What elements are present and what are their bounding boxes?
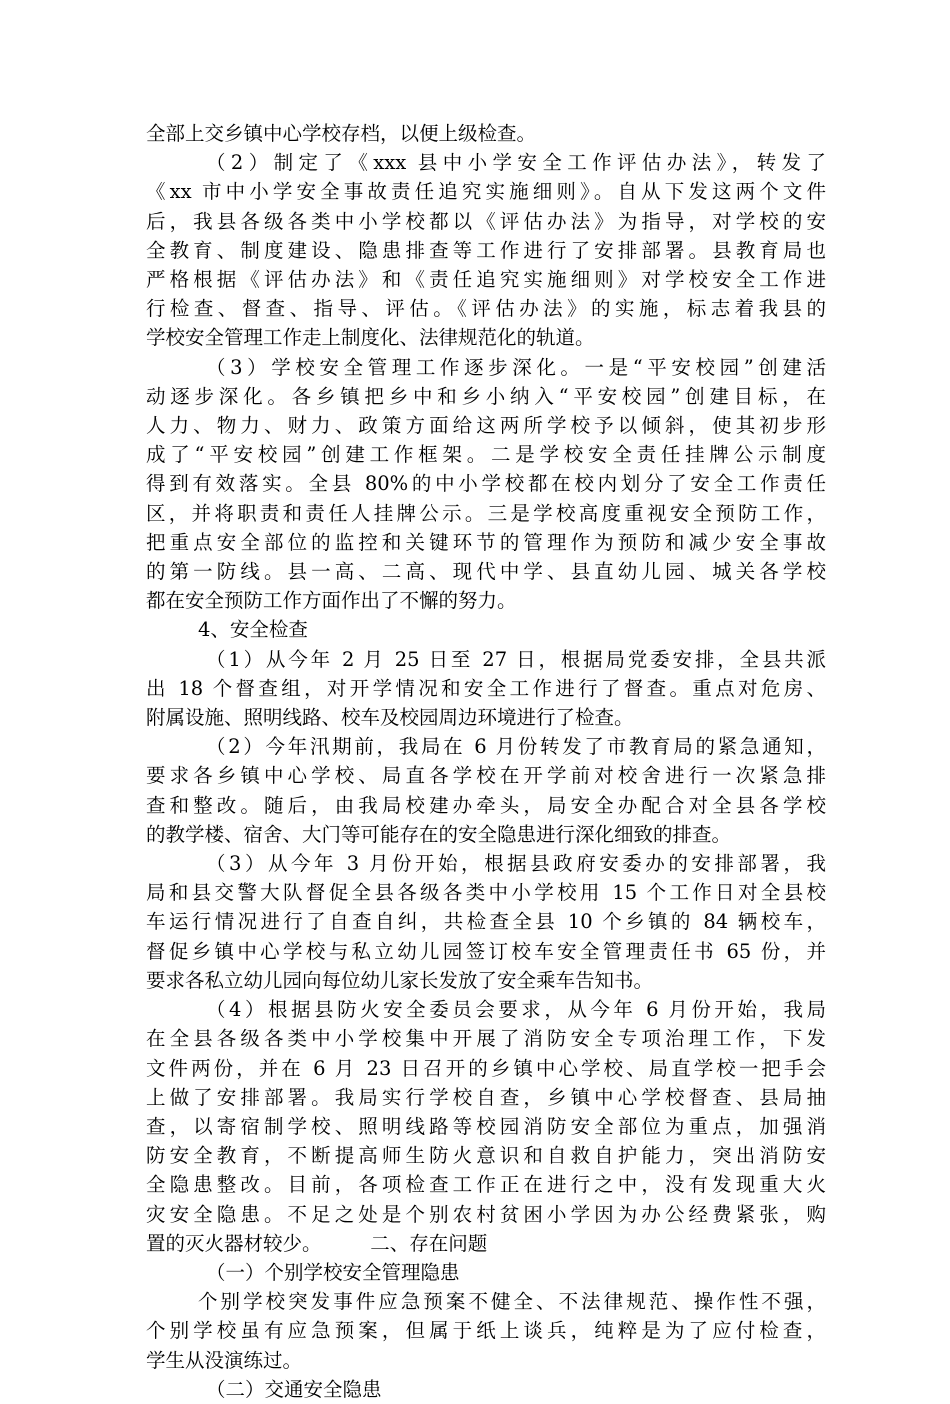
paragraph-p2 <box>146 148 826 352</box>
text-line: 把重点安全部位的监控和关键环节的管理作为预防和减少安全事故 <box>146 530 826 554</box>
text-line: 后，我县各级各类中小学校都以《评估办法》为指导，对学校的安 <box>146 209 826 233</box>
text-line: 都在安全预防工作方面作出了不懈的努力。 <box>146 589 517 613</box>
paragraph-p6 <box>146 732 826 849</box>
text-line: 附属设施、照明线路、校车及校园周边环境进行了检查。 <box>146 706 634 730</box>
text-line: （4）根据县防火安全委员会要求，从今年 6 月份开始，我局 <box>206 998 826 1022</box>
subheading-school-safety-hazards <box>146 1258 826 1287</box>
paragraph-p5 <box>146 645 826 733</box>
text-line: 要求各乡镇中心学校、局直各学校在开学前对校舍进行一次紧急排 <box>146 764 826 788</box>
text-line: 上做了安排部署。我局实行学校自查，乡镇中心学校督查、县局抽 <box>146 1085 826 1109</box>
text-line: 行检查、督查、指导、评估。《评估办法》的实施，标志着我县的 <box>146 297 826 321</box>
text-line: 查，以寄宿制学校、照明线路等校园消防安全部位为重点，加强消 <box>146 1114 826 1138</box>
text-line: （2）今年汛期前，我局在 6 月份转发了市教育局的紧急通知， <box>206 735 826 759</box>
text-line: 人力、物力、财力、政策方面给这两所学校予以倾斜，使其初步形 <box>146 414 826 438</box>
text-line: 全教育、制度建设、隐患排查等工作进行了安排部署。县教育局也 <box>146 238 826 262</box>
text-line: 防安全教育，不断提高师生防火意识和自救自护能力，突出消防安 <box>146 1144 826 1168</box>
subheading-traffic-safety-hazards <box>146 1375 826 1404</box>
text-line: 要求各私立幼儿园向每位幼儿家长发放了安全乘车告知书。 <box>146 968 654 992</box>
text-line: （一）个别学校安全管理隐患 <box>206 1260 460 1284</box>
text-line: 个别学校突发事件应急预案不健全、不法律规范、操作性不强， <box>198 1290 826 1314</box>
text-line: 得到有效落实。全县 80%的中小学校都在校内划分了安全工作责任 <box>146 472 826 496</box>
text-line: 灾安全隐患。不足之处是个别农村贫困小学因为办公经费紧张，购 <box>146 1202 826 1226</box>
document-page <box>146 119 826 1404</box>
text-line: 查和整改。随后，由我局校建办牵头，局安全办配合对全县各学校 <box>146 793 826 817</box>
text-line: （2）制定了《xxx 县中小学安全工作评估办法》，转发了 <box>206 151 826 175</box>
text-line: 全隐患整改。目前，各项检查工作正在进行之中，没有发现重大火 <box>146 1173 826 1197</box>
text-line: 的第一防线。县一高、二高、现代中学、县直幼儿园、城关各学校 <box>146 560 826 584</box>
text-line: 成了“平安校园”创建工作框架。二是学校安全责任挂牌公示制度 <box>146 443 826 467</box>
text-line: 严格根据《评估办法》和《责任追究实施细则》对学校安全工作进 <box>146 268 826 292</box>
paragraph-p1 <box>146 119 826 148</box>
text-line: （二）交通安全隐患 <box>206 1377 382 1401</box>
text-line: 全部上交乡镇中心学校存档，以便上级检查。 <box>146 122 537 145</box>
text-line: 区，并将职责和责任人挂牌公示。三是学校高度重视安全预防工作， <box>146 501 826 525</box>
text-line: 的教学楼、宿舍、大门等可能存在的安全隐患进行深化细致的排查。 <box>146 822 732 846</box>
paragraph-p7 <box>146 849 826 995</box>
section-heading-safety-inspection <box>146 615 826 644</box>
text-line: 动逐步深化。各乡镇把乡中和乡小纳入“平安校园”创建目标，在 <box>146 384 826 408</box>
text-line: （1）从今年 2 月 25 日至 27 日，根据局党委安排，全县共派 <box>206 647 826 671</box>
text-line: 文件两份，并在 6 月 23 日召开的乡镇中心学校、局直学校一把手会 <box>146 1056 826 1080</box>
text-line: 出 18 个督查组，对开学情况和安全工作进行了督查。重点对危房、 <box>146 676 826 700</box>
text-line: 学生从没演练过。 <box>146 1348 303 1372</box>
paragraph-p8 <box>146 995 826 1258</box>
text-line: （3）从今年 3 月份开始，根据县政府安委办的安排部署，我 <box>206 852 826 876</box>
text-line: 4、安全检查 <box>198 618 308 642</box>
text-line: 《xx 市中小学安全事故责任追究实施细则》。自从下发这两个文件 <box>146 180 826 204</box>
text-line: 学校安全管理工作走上制度化、法律规范化的轨道。 <box>146 326 595 350</box>
paragraph-p10 <box>146 1287 826 1375</box>
text-line: 在全县各级各类中小学校集中开展了消防安全专项治理工作，下发 <box>146 1027 826 1051</box>
text-line: （3）学校安全管理工作逐步深化。一是“平安校园”创建活 <box>206 355 826 379</box>
text-line: 督促乡镇中心学校与私立幼儿园签订校车安全管理责任书 65 份，并 <box>146 939 826 963</box>
text-line: 局和县交警大队督促全县各级各类中小学校用 15 个工作日对全县校 <box>146 881 826 905</box>
text-line: 置的灭火器材较少。 二、存在问题 <box>146 1231 488 1255</box>
paragraph-p3 <box>146 353 826 616</box>
text-line: 车运行情况进行了自查自纠，共检查全县 10 个乡镇的 84 辆校车， <box>146 910 826 934</box>
text-line: 个别学校虽有应急预案，但属于纸上谈兵，纯粹是为了应付检查， <box>146 1319 826 1343</box>
